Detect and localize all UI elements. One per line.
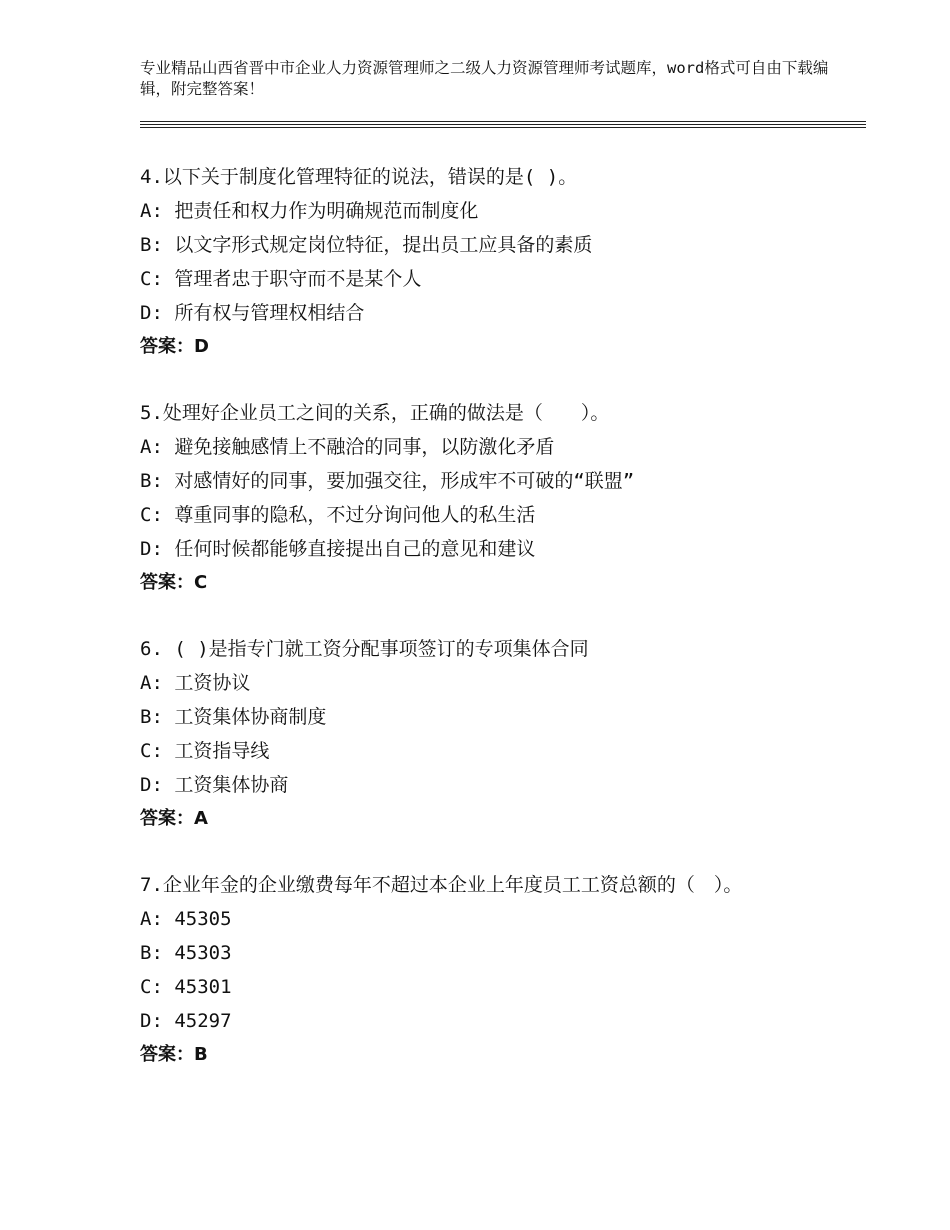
option-d: D: 任何时候都能够直接提出自己的意见和建议: [140, 538, 536, 560]
answer-label: 答案：D: [140, 336, 209, 357]
question-4: [140, 160, 800, 364]
answer-label: 答案：C: [140, 572, 208, 593]
option-a: A: 把责任和权力作为明确规范而制度化: [140, 200, 479, 222]
answer-label: 答案：B: [140, 1044, 208, 1065]
option-d: D: 工资集体协商: [140, 774, 289, 796]
header-divider: [140, 121, 866, 122]
option-b: B: 对感情好的同事，要加强交往，形成牢不可破的“联盟”: [140, 470, 635, 492]
answer-label: 答案：A: [140, 808, 208, 829]
option-c: C: 45301: [140, 976, 232, 998]
option-d: D: 所有权与管理权相结合: [140, 302, 365, 324]
question-stem: 4.以下关于制度化管理特征的说法，错误的是( )。: [140, 166, 578, 188]
question-stem: 5.处理好企业员工之间的关系，正确的做法是（ ）。: [140, 402, 610, 424]
option-a: A: 工资协议: [140, 672, 251, 694]
question-5: [140, 396, 800, 600]
question-7: [140, 868, 800, 1072]
option-b: B: 工资集体协商制度: [140, 706, 327, 728]
question-6: [140, 632, 800, 836]
option-c: C: 管理者忠于职守而不是某个人: [140, 268, 422, 290]
document-header: 专业精品山西省晋中市企业人力资源管理师之二级人力资源管理师考试题库，word格式可自由下载编辑，附完整答案！: [140, 59, 829, 98]
question-stem: 6. ( )是指专门就工资分配事项签订的专项集体合同: [140, 638, 589, 660]
option-a: A: 避免接触感情上不融洽的同事，以防激化矛盾: [140, 436, 555, 458]
option-c: C: 尊重同事的隐私，不过分询问他人的私生活: [140, 504, 536, 526]
option-a: A: 45305: [140, 908, 232, 930]
header-divider: [140, 124, 866, 125]
option-b: B: 45303: [140, 942, 232, 964]
header-divider: [140, 127, 866, 128]
question-stem: 7.企业年金的企业缴费每年不超过本企业上年度员工工资总额的（ ）。: [140, 874, 743, 896]
question-list: [140, 160, 800, 1104]
option-d: D: 45297: [140, 1010, 232, 1032]
option-b: B: 以文字形式规定岗位特征，提出员工应具备的素质: [140, 234, 593, 256]
option-c: C: 工资指导线: [140, 740, 270, 762]
